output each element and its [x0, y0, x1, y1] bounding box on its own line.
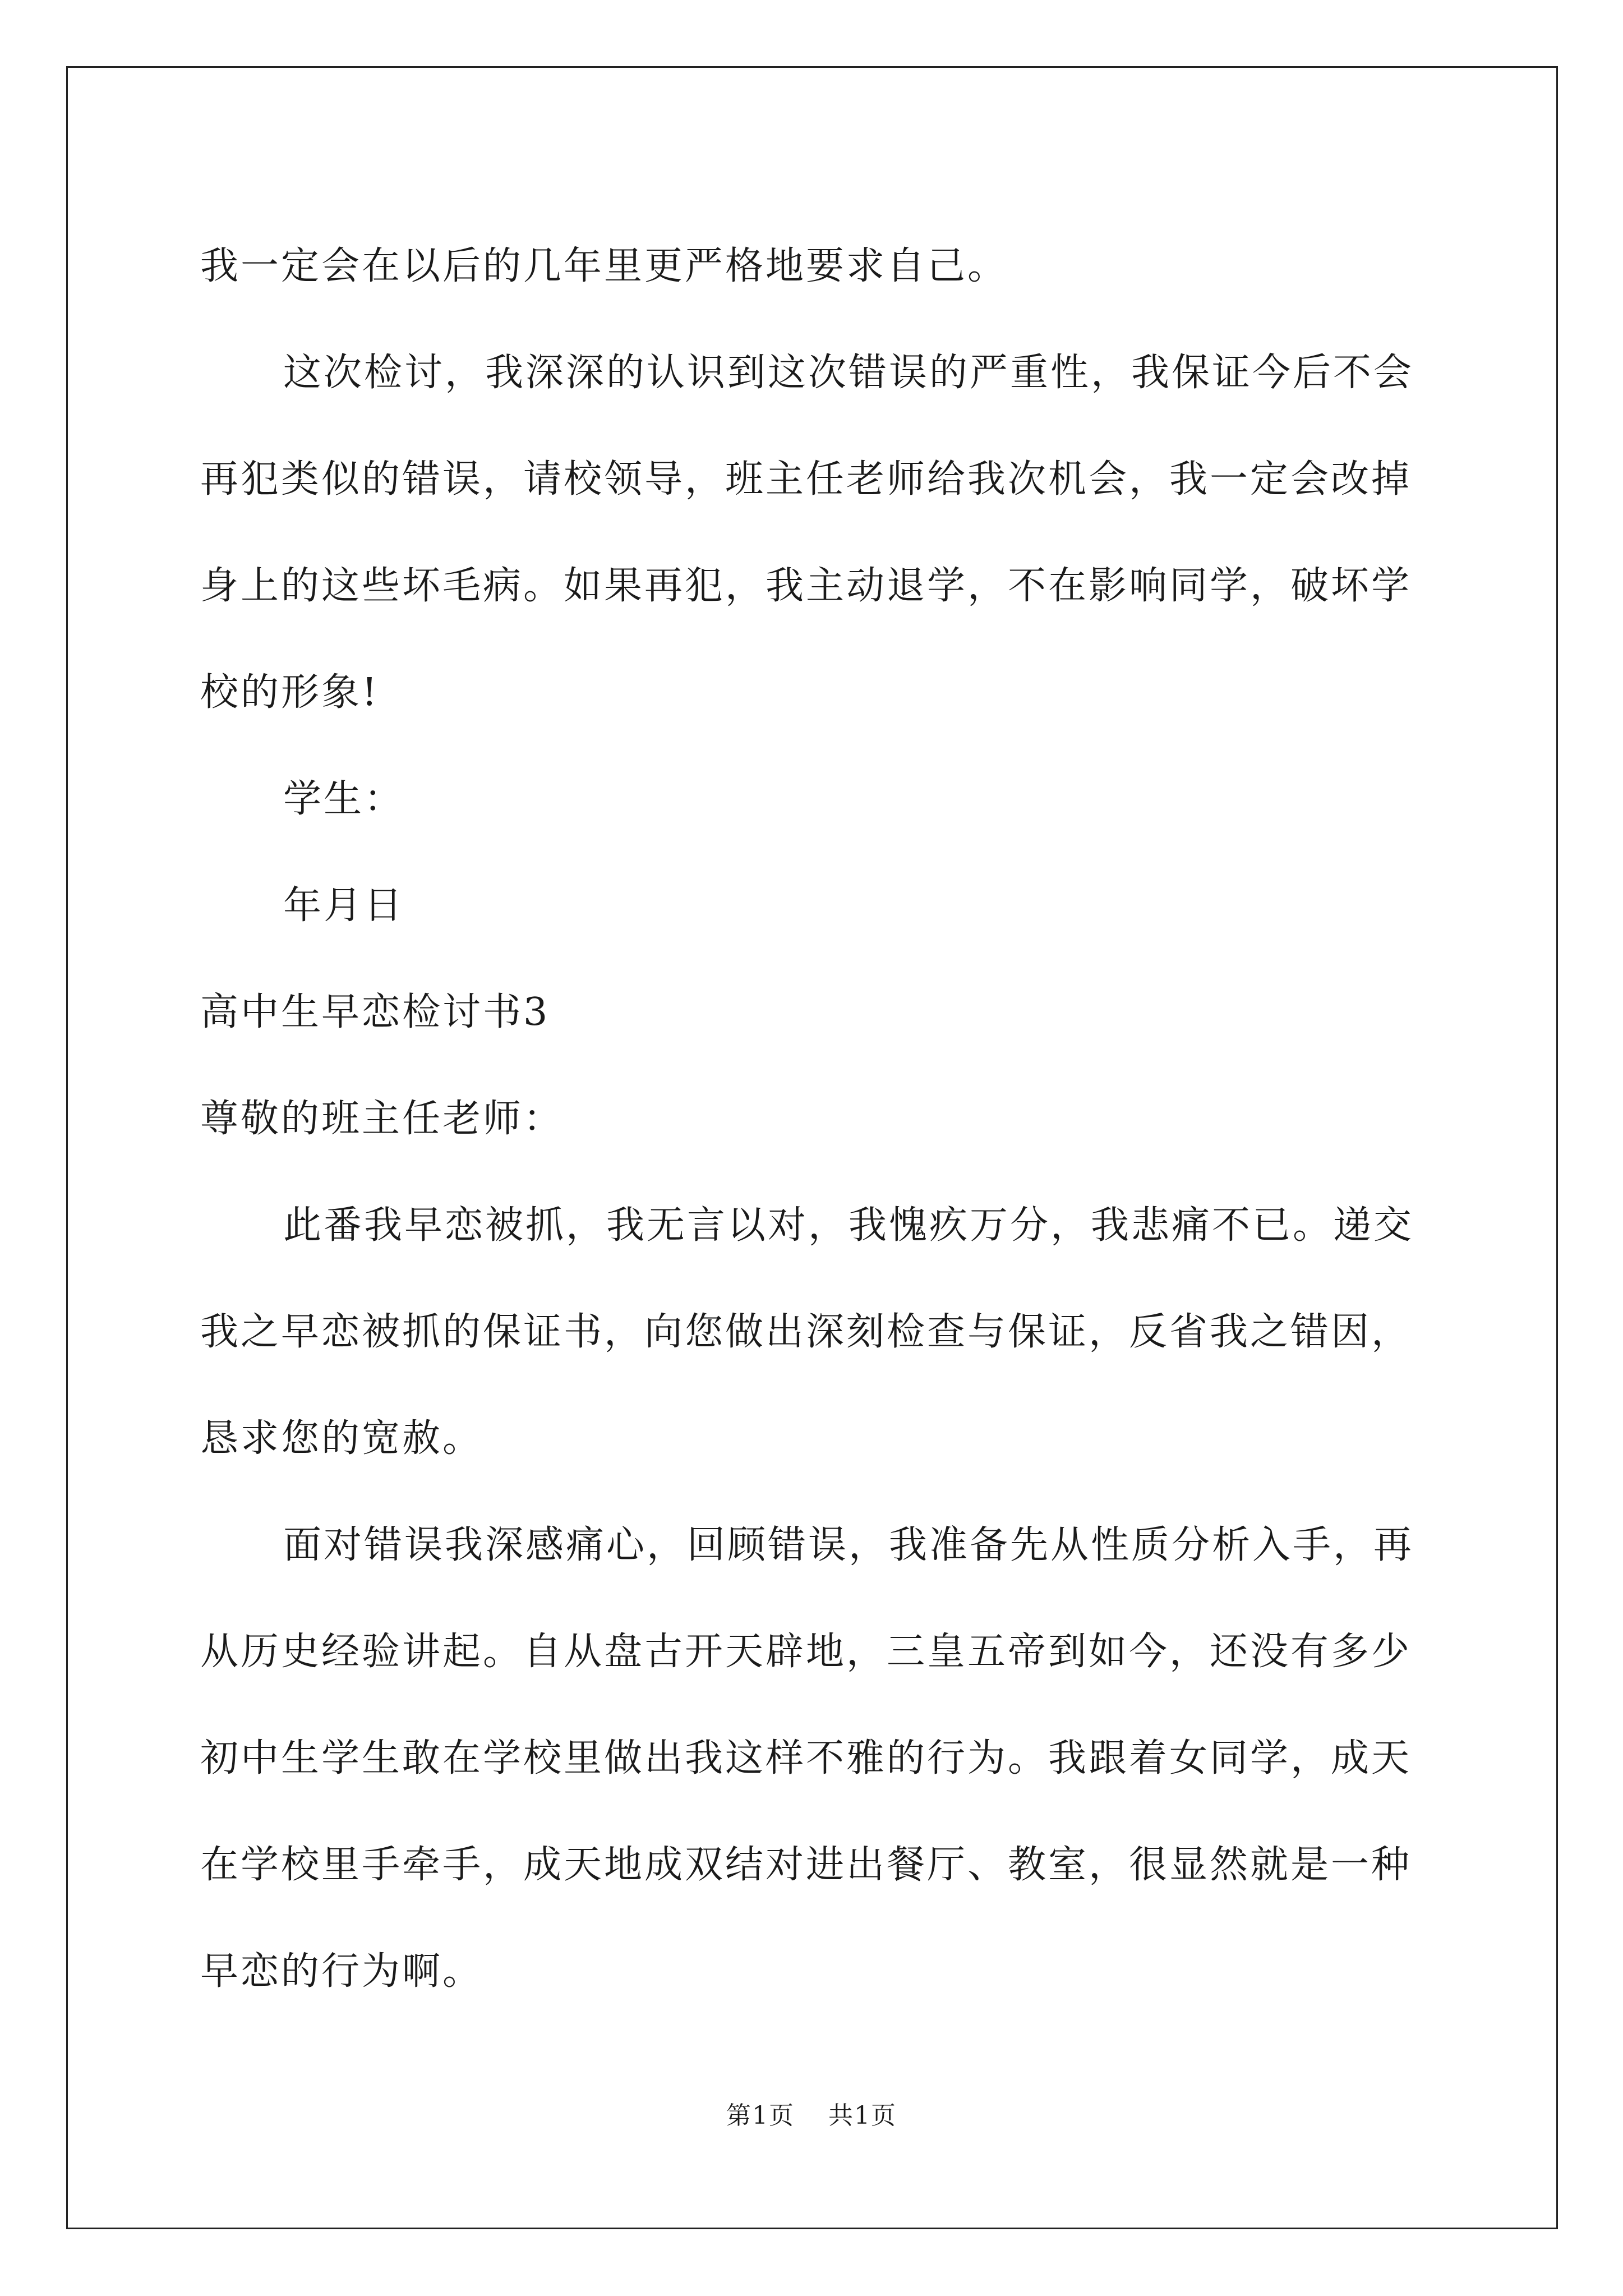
text-line: 早恋的行为啊。	[200, 1949, 483, 1994]
page-total: 共1页	[828, 2101, 897, 2130]
text-line: 校的形象!	[200, 670, 380, 715]
section-title: 高中生早恋检讨书3	[200, 990, 550, 1034]
text-line: 从历史经验讲起。自从盘古开天辟地，三皇五帝到如今，还没有多少	[200, 1630, 1412, 1674]
text-line: 再犯类似的错误，请校领导，班主任老师给我次机会，我一定会改掉	[200, 457, 1412, 501]
text-line: 此番我早恋被抓，我无言以对，我愧疚万分，我悲痛不已。递交	[283, 1203, 1414, 1248]
text-line: 我之早恋被抓的保证书，向您做出深刻检查与保证，反省我之错因，	[200, 1310, 1412, 1354]
text-line: 我一定会在以后的几年里更严格地要求自己。	[200, 244, 1008, 288]
text-line: 初中生学生敢在学校里做出我这样不雅的行为。我跟着女同学，成天	[200, 1736, 1412, 1780]
date-label: 年月日	[283, 884, 405, 928]
text-line: 这次检讨，我深深的认识到这次错误的严重性，我保证今后不会	[283, 351, 1414, 395]
document-body	[200, 213, 1434, 2025]
text-line: 身上的这些坏毛病。如果再犯，我主动退学，不在影响同学，破坏学	[200, 564, 1412, 608]
signature-label: 学生：	[283, 777, 405, 821]
text-line: 在学校里手牵手，成天地成双结对进出餐厅、教室，很显然就是一种	[200, 1843, 1412, 1887]
text-line: 面对错误我深感痛心，回顾错误，我准备先从性质分析入手，再	[283, 1523, 1414, 1567]
text-line: 恳求您的宽赦。	[200, 1416, 483, 1461]
page-number: 第1页	[726, 2101, 795, 2130]
page-footer	[0, 2095, 1623, 2131]
salutation: 尊敬的班主任老师：	[200, 1097, 564, 1141]
